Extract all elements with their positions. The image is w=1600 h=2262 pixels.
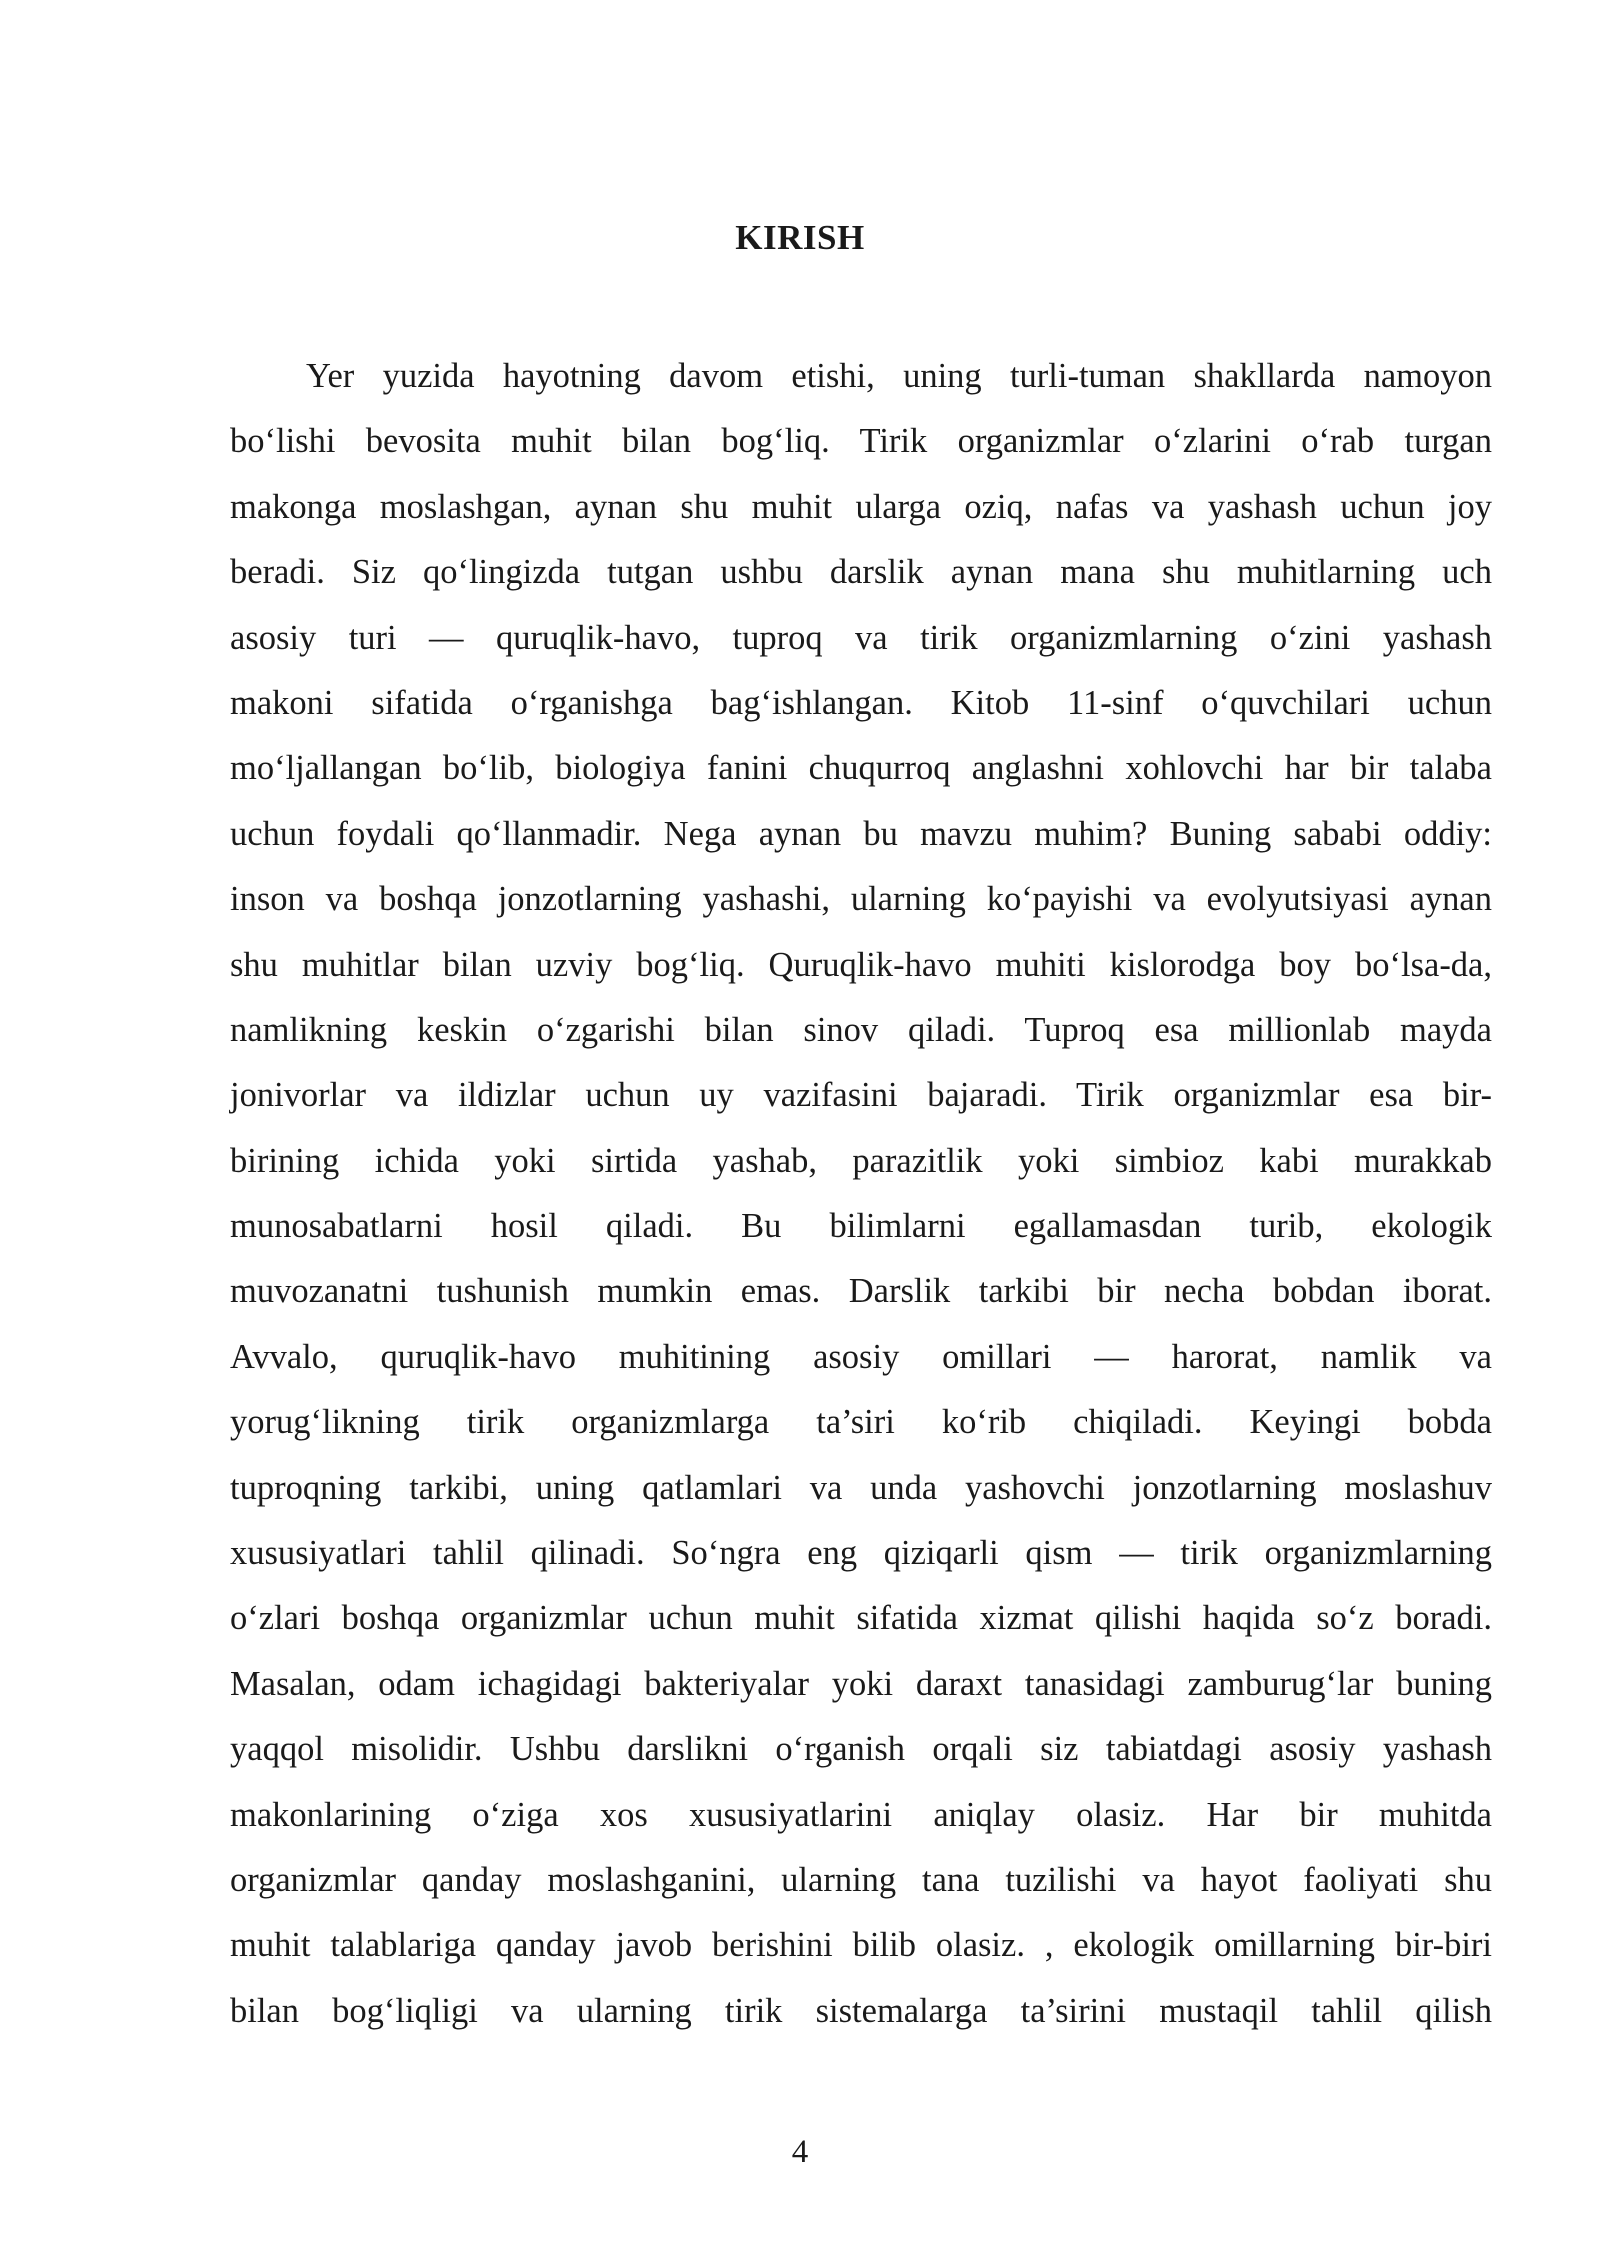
- text-line: bilan bog‘liqligi va ularning tirik sistemalarga ta’sirini mustaqil tahlil qilish: [230, 1991, 1492, 2030]
- text-line: beradi. Siz qo‘lingizda tutgan ushbu darslik aynan mana shu muhitlarning uch: [230, 553, 1492, 592]
- text-line: organizmlar qanday moslashganini, ularning tana tuzilishi va hayot faoliyati shu: [230, 1860, 1492, 1899]
- text-line: makonga moslashgan, aynan shu muhit ularga oziq, nafas va yashash uchun joy: [230, 487, 1492, 526]
- text-line: yorug‘likning tirik organizmlarga ta’siri ko‘rib chiqiladi. Keyingi bobda: [230, 1403, 1492, 1442]
- text-line: inson va boshqa jonzotlarning yashashi, ularning ko‘payishi va evolyutsiyasi aynan: [230, 880, 1492, 919]
- text-line: muhit talablariga qanday javob berishini bilib olasiz. , ekologik omillarning bir-biri: [230, 1926, 1492, 1965]
- text-line: shu muhitlar bilan uzviy bog‘liq. Quruqlik-havo muhiti kislorodga boy bo‘lsa-da,: [230, 945, 1492, 984]
- text-line: tuproqning tarkibi, uning qatlamlari va unda yashovchi jonzotlarning moslashuv: [230, 1468, 1492, 1507]
- text-line: Yer yuzida hayotning davom etishi, uning turli-tuman shakllarda namoyon: [306, 357, 1492, 395]
- text-line: uchun foydali qo‘llanmadir. Nega aynan bu mavzu muhim? Buning sababi oddiy:: [230, 814, 1492, 853]
- text-line: Avvalo, quruqlik-havo muhitining asosiy omillari — harorat, namlik va: [230, 1337, 1492, 1376]
- text-line: makoni sifatida o‘rganishga bag‘ishlangan. Kitob 11-sinf o‘quvchilari uchun: [230, 683, 1492, 722]
- text-line: birining ichida yoki sirtida yashab, parazitlik yoki simbioz kabi murakkab: [230, 1141, 1492, 1180]
- text-line: namlikning keskin o‘zgarishi bilan sinov qiladi. Tuproq esa millionlab mayda: [230, 1010, 1492, 1049]
- page-number: 4: [791, 2134, 809, 2170]
- text-line: xususiyatlari tahlil qilinadi. So‘ngra eng qiziqarli qism — tirik organizmlarning: [230, 1534, 1492, 1573]
- text-line: makonlarining o‘ziga xos xususiyatlarini aniqlay olasiz. Har bir muhitda: [230, 1795, 1492, 1834]
- text-line: o‘zlari boshqa organizmlar uchun muhit sifatida xizmat qilishi haqida so‘z boradi.: [230, 1599, 1492, 1638]
- text-line: mo‘ljallangan bo‘lib, biologiya fanini chuqurroq anglashni xohlovchi har bir talaba: [230, 749, 1492, 788]
- text-line: Masalan, odam ichagidagi bakteriyalar yoki daraxt tanasidagi zamburug‘lar buning: [230, 1664, 1492, 1703]
- text-line: asosiy turi — quruqlik-havo, tuproq va tirik organizmlarning o‘zini yashash: [230, 618, 1492, 657]
- text-line: bo‘lishi bevosita muhit bilan bog‘liq. Tirik organizmlar o‘zlarini o‘rab turgan: [230, 422, 1492, 461]
- text-line: muvozanatni tushunish mumkin emas. Darslik tarkibi bir necha bobdan iborat.: [230, 1272, 1492, 1311]
- text-line: munosabatlarni hosil qiladi. Bu bilimlarni egallamasdan turib, ekologik: [230, 1207, 1492, 1246]
- text-line: yaqqol misolidir. Ushbu darslikni o‘rganish orqali siz tabiatdagi asosiy yashash: [230, 1730, 1492, 1769]
- page-title: KIRISH: [735, 218, 865, 257]
- text-line: jonivorlar va ildizlar uchun uy vazifasini bajaradi. Tirik organizmlar esa bir-: [230, 1076, 1492, 1115]
- body-paragraph: [230, 344, 1492, 2044]
